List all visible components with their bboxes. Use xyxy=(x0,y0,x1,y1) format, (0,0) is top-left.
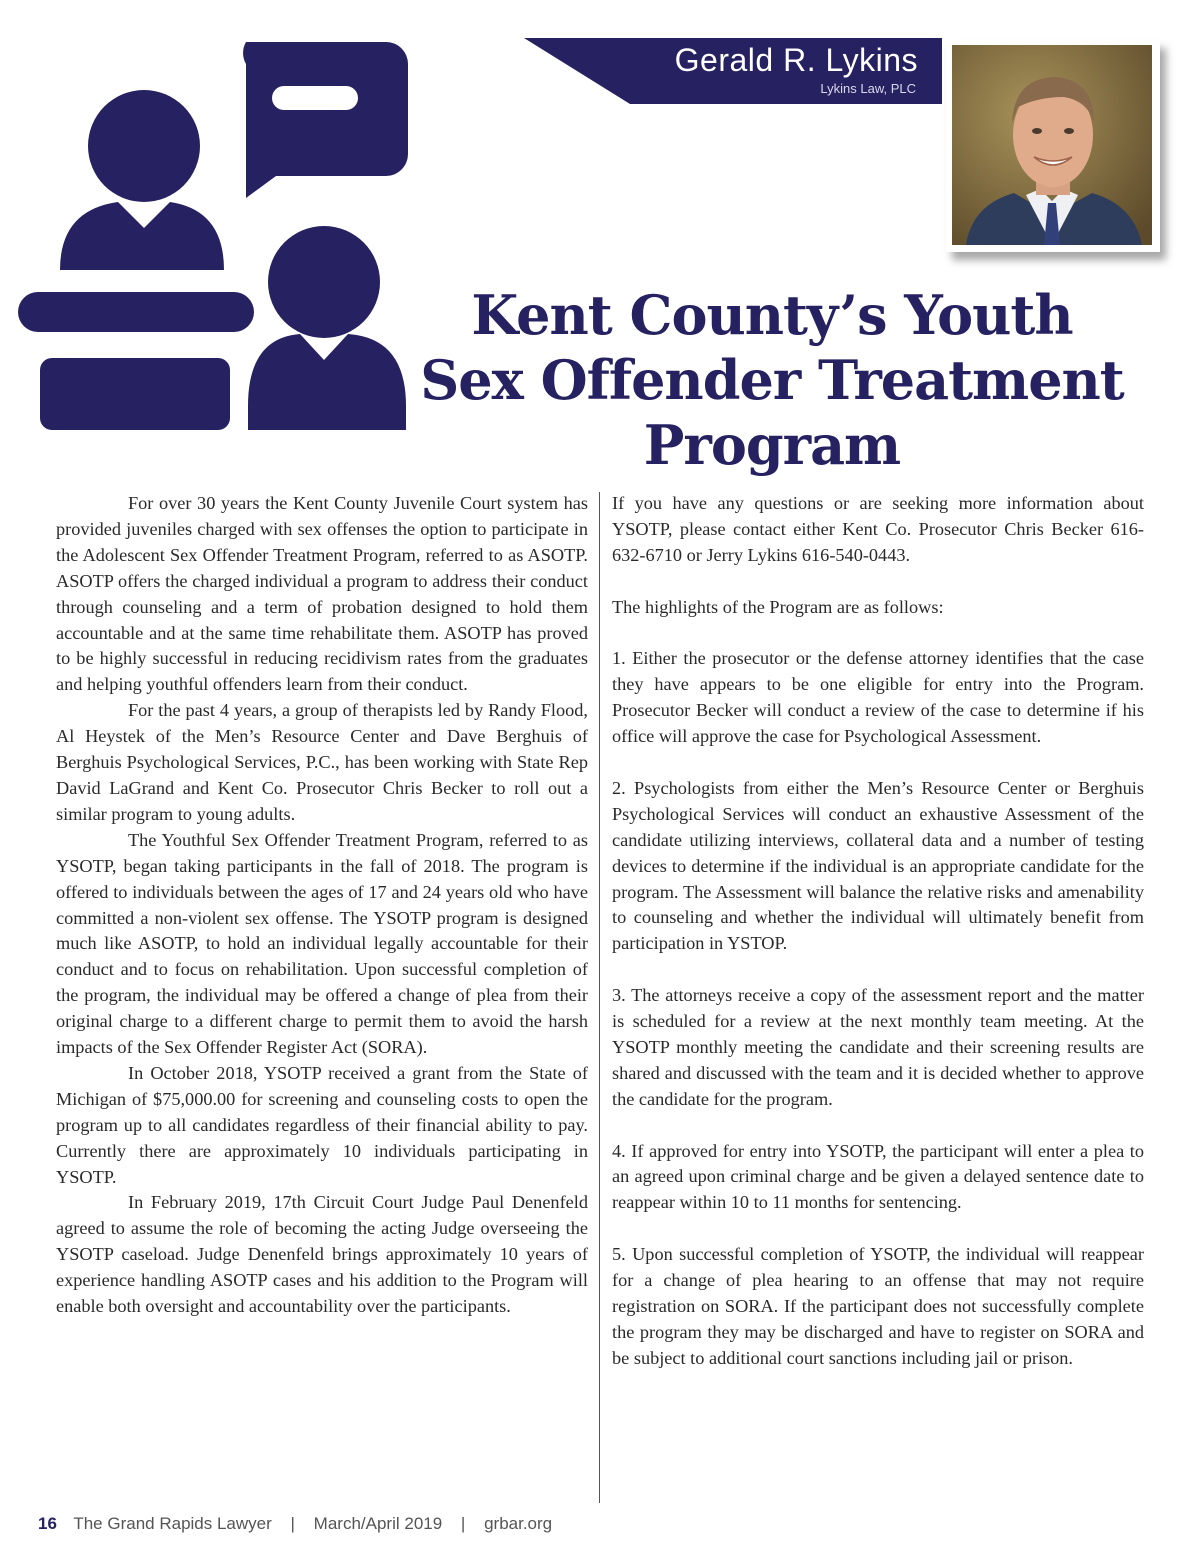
highlights-heading: The highlights of the Program are as follows: xyxy=(612,596,944,617)
highlight-item: 2. Psychologists from either the Men’s Resource Center or Berghuis Psychological Services will conduct an exhaustive Assessment of the candidate utilizing interviews, collateral data and a number of testing devices to determine if the individual is an appropriate candidate for the program. The Assessment will balance the relative risks and amenability to counseling and whether the individual will ultimately benefit from participation in YSTOP. xyxy=(612,777,1144,954)
issue-date: March/April 2019 xyxy=(313,1514,443,1533)
author-firm: Lykins Law, PLC xyxy=(820,81,916,96)
article-title: Kent County’s Youth Sex Offender Treatment Program xyxy=(420,283,1124,477)
author-name: Gerald R. Lykins xyxy=(674,42,918,78)
left-column xyxy=(56,491,588,1320)
highlight-item: 5. Upon successful completion of YSOTP, the individual will reappear for a change of plea hearing to an offense that may not require registration on SORA. If the participant does not successfully complete the program they may be discharged and have to register on SORA and be subject to additional court sanctions including jail or prison. xyxy=(612,1244,1144,1368)
contact-paragraph: If you have any questions or are seeking more information about YSOTP, please contact either Kent Co. Prosecutor Chris Becker 616-632-6710 or Jerry Lykins 616-540-0443. xyxy=(612,493,1144,565)
author-photo-frame xyxy=(946,40,1160,252)
two-people-conversation-icon xyxy=(18,38,410,438)
column-divider xyxy=(599,492,600,1503)
website-link[interactable]: grbar.org xyxy=(484,1514,553,1533)
page-number: 16 xyxy=(38,1514,57,1533)
page-footer xyxy=(38,1514,552,1534)
highlight-item: 3. The attorneys receive a copy of the assessment report and the matter is scheduled for a review at the next monthly team meeting. At the YSOTP monthly meeting the candidate and their screening results are shared and discussed with the team and it is decided whether to approve the candidate for the program. xyxy=(612,985,1144,1109)
highlight-item: 1. Either the prosecutor or the defense attorney identifies that the case they have appears to be one eligible for entry into the Program. Prosecutor Becker will conduct a review of the case to determine if his office will approve the case for Psychological Assessment. xyxy=(612,648,1144,747)
footer-separator: | xyxy=(290,1514,295,1533)
body-paragraph: For over 30 years the Kent County Juvenile Court system has provided juveniles charged with sex offenses the option to participate in the Adolescent Sex Offender Treatment Program, referred to as ASOTP. ASOTP offers the charged individual a program to address their conduct through counseling and a term of probation designed to hold them accountable and at the same time rehabilitate them. ASOTP has proved to be highly successful in reducing recidivism rates from the graduates and helping youthful offenders learn from their conduct. xyxy=(56,493,588,695)
publication-name: The Grand Rapids Lawyer xyxy=(73,1514,272,1533)
highlight-item: 4. If approved for entry into YSOTP, the participant will enter a plea to an agreed upon criminal charge and be given a delayed sentence date to reappear within 10 to 11 months for sentencing. xyxy=(612,1140,1144,1213)
body-paragraph: In October 2018, YSOTP received a grant from the State of Michigan of $75,000.00 for screening and counseling costs to open the program up to all candidates regardless of their financial ability to pay. Currently there are approximately 10 individuals participating in YSOTP. xyxy=(56,1062,588,1187)
body-paragraph: The Youthful Sex Offender Treatment Program, referred to as YSOTP, began taking participants in the fall of 2018. The program is offered to individuals between the ages of 17 and 24 years old who have committed a non-violent sex offense. The YSOTP program is designed much like ASOTP, to hold an individual legally accountable for their conduct and to focus on rehabilitation. Upon successful completion of the program, the individual may be offered a change of plea from their original charge to a different charge to permit them to avoid the harsh impacts of the Sex Offender Register Act (SORA). xyxy=(56,829,588,1058)
author-photo xyxy=(952,45,1152,245)
right-column xyxy=(612,491,1144,1372)
footer-separator: | xyxy=(460,1514,466,1533)
body-paragraph: For the past 4 years, a group of therapists led by Randy Flood, Al Heystek of the Men’s Resource Center and Dave Berghuis of Berghuis Psychological Services, P.C., has been working with State Rep David LaGrand and Kent Co. Prosecutor Chris Becker to roll out a similar program to young adults. xyxy=(56,700,588,824)
body-paragraph: In February 2019, 17th Circuit Court Judge Paul Denenfeld agreed to assume the role of becoming the acting Judge overseeing the YSOTP caseload. Judge Denenfeld brings approximately 10 years of experience handling ASOTP cases and his addition to the Program will enable both oversight and accountability over the participants. xyxy=(56,1192,588,1317)
